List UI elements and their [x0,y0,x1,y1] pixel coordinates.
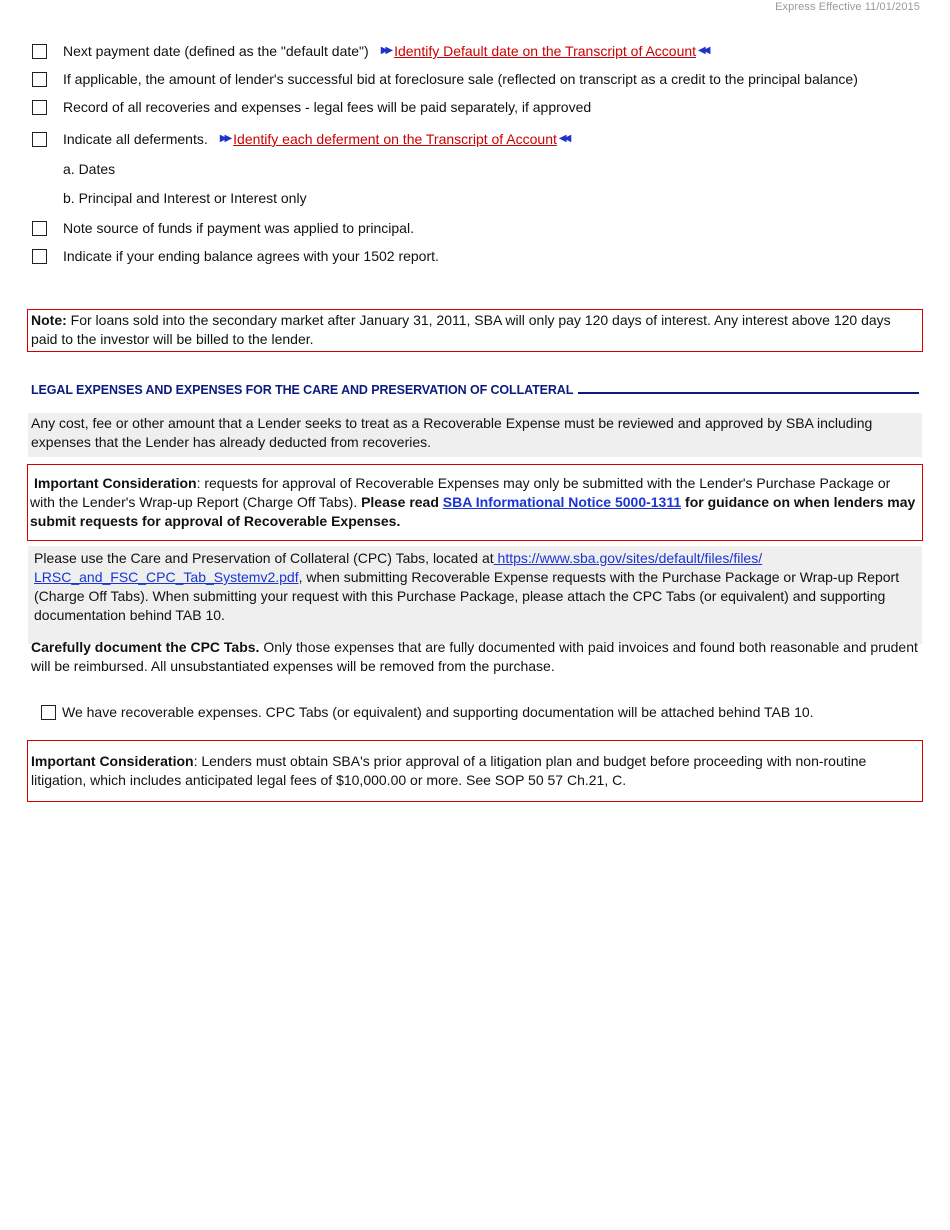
consideration-label: Important Consideration [31,753,194,769]
double-arrow-left-icon: ◀◀ [558,133,569,144]
consideration-text: : requests for approval of Recoverable Expenses may only be submitted with the Lender's Purchase Package or with the Lender's Wrap-up Report (Charge Off Tabs). [30,475,891,510]
checkbox-default-date[interactable] [32,44,47,59]
checklist-label: Note source of funds if payment was applied to principal. [63,220,414,236]
checklist-item-deferments [32,130,568,148]
secondary-market-note [27,309,923,352]
checklist-item-recoveries [32,98,591,116]
recoverable-expenses-item [41,703,814,721]
checklist-item-source-of-funds [32,219,414,237]
careful-text: Only those expenses that are fully documented with paid invoices and found both reasonable and prudent will be reimbursed. All unsubstantiated expenses will be removed from the purchase. [31,639,918,674]
note-text: For loans sold into the secondary market after January 31, 2011, SBA will only pay 120 days of interest. Any interest above 120 days paid to the investor will be billed to the lender. [31,312,891,347]
checklist-label: Record of all recoveries and expenses - legal fees will be paid separately, if approved [63,99,592,115]
double-arrow-right-icon: ▶▶ [219,133,230,144]
section-heading [31,383,919,397]
consideration-label: Important Consideration [34,475,197,491]
effective-date-note: Express Effective 11/01/2015 [775,1,920,13]
consideration-bold-pre: Please read [361,494,443,510]
consideration-bold-post: for guidance on when lenders may submit requests for approval of Recoverable Expenses. [30,494,916,529]
consideration-text: : Lenders must obtain SBA's prior approval of a litigation plan and budget before proceeding with non-routine litigation, which includes anticipated legal fees of $10,000.00 or more. See SOP 50 57 Ch.21, C. [31,753,867,788]
cpc-text-post: , when submitting Recoverable Expense requests with the Purchase Package or Wrap-up Report (Charge Off Tabs). When submitting your request with this Purchase Package, please attach the CPC Tabs (or equivalent) and supporting documentation behind TAB 10. [34,569,900,623]
important-consideration-submission [27,464,923,541]
checkbox-foreclosure-bid[interactable] [32,72,47,87]
checkbox-recoveries[interactable] [32,100,47,115]
checklist-label: Indicate if your ending balance agrees with your 1502 report. [63,248,439,264]
double-arrow-left-icon: ◀◀ [698,45,708,56]
section-rule [578,392,919,394]
checklist-item-foreclosure-bid [32,70,858,88]
recoverable-expenses-label: We have recoverable expenses. CPC Tabs (or equivalent) and supporting documentation will be attached behind TAB 10. [62,704,814,720]
section-title: LEGAL EXPENSES AND EXPENSES FOR THE CARE AND PRESERVATION OF COLLATERAL [31,383,574,397]
checkbox-source-of-funds[interactable] [32,221,47,236]
recoverable-expense-intro: Any cost, fee or other amount that a Lender seeks to treat as a Recoverable Expense must be reviewed and approved by SBA including expenses that the Lender has already deducted from recoveries. [28,413,922,457]
checklist-item-ending-balance [32,247,439,265]
checklist-label: Next payment date (defined as the "default date") [63,43,369,59]
sba-notice-link[interactable]: SBA Informational Notice 5000-1311 [442,494,682,510]
cpc-tabs-instructions [28,546,922,644]
cpc-text-pre: Please use the Care and Preservation of Collateral (CPC) Tabs, located at [34,550,494,566]
transcript-default-date-link[interactable]: Identify Default date on the Transcript of Account [394,43,697,59]
deferment-subitem-dates: a. Dates [63,161,116,177]
cpc-url-link[interactable]: https://www.sba.gov/sites/default/files/files/ [493,550,763,566]
careful-document-paragraph [31,638,921,676]
checklist-label: If applicable, the amount of lender's successful bid at foreclosure sale (reflected on transcript as a credit to the principal balance) [63,71,858,87]
double-arrow-right-icon: ▶▶ [380,45,391,56]
important-consideration-litigation [27,740,923,802]
careful-bold: Carefully document the CPC Tabs. [31,639,260,655]
transcript-deferment-link[interactable]: Identify each deferment on the Transcript of Account [233,131,557,147]
deferment-subitem-type: b. Principal and Interest or Interest only [63,190,307,206]
checkbox-deferments[interactable] [32,132,47,147]
checklist-item-default-date [32,42,707,60]
checkbox-ending-balance[interactable] [32,249,47,264]
note-label: Note: [31,312,67,328]
checklist-label: Indicate all deferments. [63,131,208,147]
cpc-pdf-link[interactable]: LRSC_and_FSC_CPC_Tab_Systemv2.pdf [34,569,299,585]
checkbox-recoverable-expenses[interactable] [41,705,56,720]
